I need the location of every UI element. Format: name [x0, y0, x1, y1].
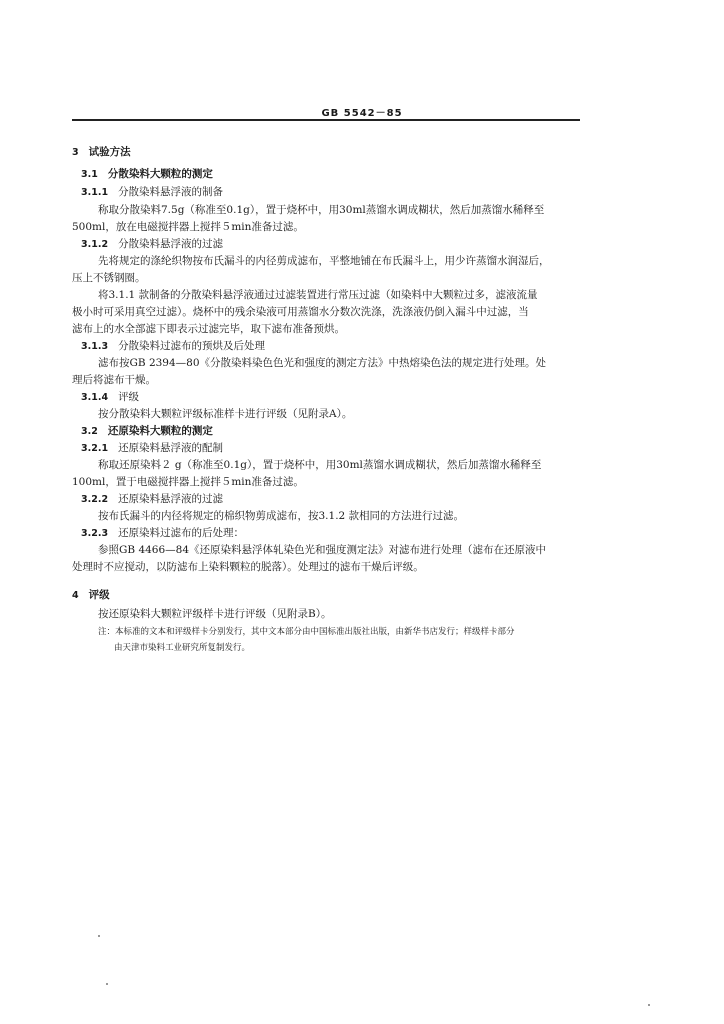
paragraph-line: 滤布上的水全部滤下即表示过滤完毕，取下滤布准备预烘。 [72, 323, 345, 335]
section-3-1-3-heading [81, 339, 265, 354]
section-number: 3.2.1 [81, 443, 109, 454]
section-number: 3.2.3 [81, 528, 109, 539]
section-3-2-heading [81, 424, 213, 439]
section-3-1-2-heading [81, 237, 223, 252]
scan-speck [648, 1004, 650, 1006]
paragraph-line: 按分散染料大颗粒评级标准样卡进行评级（见附录A）。 [98, 408, 353, 420]
header-rule [72, 119, 580, 121]
section-4-heading [72, 588, 110, 603]
paragraph-line: 理后将滤布干燥。 [72, 374, 156, 386]
standard-code: GB 5542－85 [321, 108, 403, 119]
section-title: 评级 [88, 589, 110, 601]
section-title: 还原染料过滤布的后处理： [118, 527, 245, 539]
footnote-line: 由天津市染料工业研究所复制发行。 [114, 643, 251, 653]
section-3-1-1-heading [81, 185, 223, 200]
section-title: 分散染料过滤布的预烘及后处理 [118, 340, 266, 352]
scan-speck [98, 935, 100, 937]
section-number: 3.1 [81, 169, 98, 180]
footnote-line: 注：本标准的文本和评级样卡分别发行，其中文本部分由中国标准出版社出版，由新华书店发行；样级样卡部分 [98, 627, 515, 637]
paragraph-line: 极小时可采用真空过滤）。烧杯中的残余染液可用蒸馏水分数次洗涤，洗涤液仍倒入漏斗中过滤，当 [72, 306, 529, 318]
section-title: 分散染料悬浮液的过滤 [118, 238, 224, 250]
section-3-2-2-heading [81, 492, 223, 507]
paragraph-line: 称取分散染料7.5g（称准至0.1g），置于烧杯中，用30ml蒸馏水调成糊状，然后加蒸馏水稀释至 [98, 204, 545, 216]
section-number: 3.1.3 [81, 341, 109, 352]
section-number: 3.1.2 [81, 239, 109, 250]
section-number: 3.1.4 [81, 392, 109, 403]
section-3-1-4-heading [81, 390, 139, 405]
paragraph-line: 压上不锈钢圈。 [72, 272, 146, 284]
paragraph-line: 将3.1.1 款制备的分散染料悬浮液通过过滤装置进行常压过滤（如染料中大颗粒过多，滤液流量 [98, 289, 538, 301]
section-3-1-heading [81, 167, 213, 182]
section-number: 3.2 [81, 426, 98, 437]
section-title: 还原染料悬浮液的过滤 [118, 493, 224, 505]
section-title: 评级 [118, 391, 140, 403]
section-number: 3.1.1 [81, 187, 109, 198]
paragraph-line: 先将规定的涤纶织物按布氏漏斗的内径剪成滤布，平整地铺在布氏漏斗上，用少许蒸馏水润湿后， [98, 255, 550, 267]
paragraph-line: 处理时不应搅动，以防滤布上染料颗粒的脱落）。处理过的滤布干燥后评级。 [72, 561, 424, 573]
section-number: 4 [72, 590, 79, 601]
paragraph-line: 500ml，放在电磁搅拌器上搅拌５min准备过滤。 [72, 221, 304, 233]
paragraph-line: 参照GB 4466—84《还原染料悬浮体轧染色光和强度测定法》对滤布进行处理（滤布在还原液中 [98, 544, 547, 556]
section-3-2-1-heading [81, 441, 223, 456]
paragraph-line: 滤布按GB 2394—80《分散染料染色色光和强度的测定方法》中热熔染色法的规定进行处理。处 [98, 357, 547, 369]
section-3-2-3-heading [81, 526, 244, 541]
section-3-heading [72, 145, 131, 160]
section-number: 3.2.2 [81, 494, 109, 505]
section-title: 分散染料大颗粒的测定 [107, 168, 213, 180]
section-number: 3 [72, 147, 79, 158]
section-title: 分散染料悬浮液的制备 [118, 186, 224, 198]
paragraph-line: 按还原染料大颗粒评级样卡进行评级（见附录B）。 [98, 608, 332, 620]
paragraph-line: 称取还原染料２ g（称准至0.1g），置于烧杯中，用30ml蒸馏水调成糊状，然后加蒸馏水稀释至 [98, 459, 542, 471]
section-title: 还原染料悬浮液的配制 [118, 442, 224, 454]
paragraph-line: 按布氏漏斗的内径将规定的棉织物剪成滤布，按3.1.2 款相同的方法进行过滤。 [98, 510, 465, 522]
scan-speck [106, 983, 108, 985]
section-title: 试验方法 [88, 146, 131, 158]
paragraph-line: 100ml，置于电磁搅拌器上搅拌５min准备过滤。 [72, 476, 304, 488]
section-title: 还原染料大颗粒的测定 [107, 425, 213, 437]
